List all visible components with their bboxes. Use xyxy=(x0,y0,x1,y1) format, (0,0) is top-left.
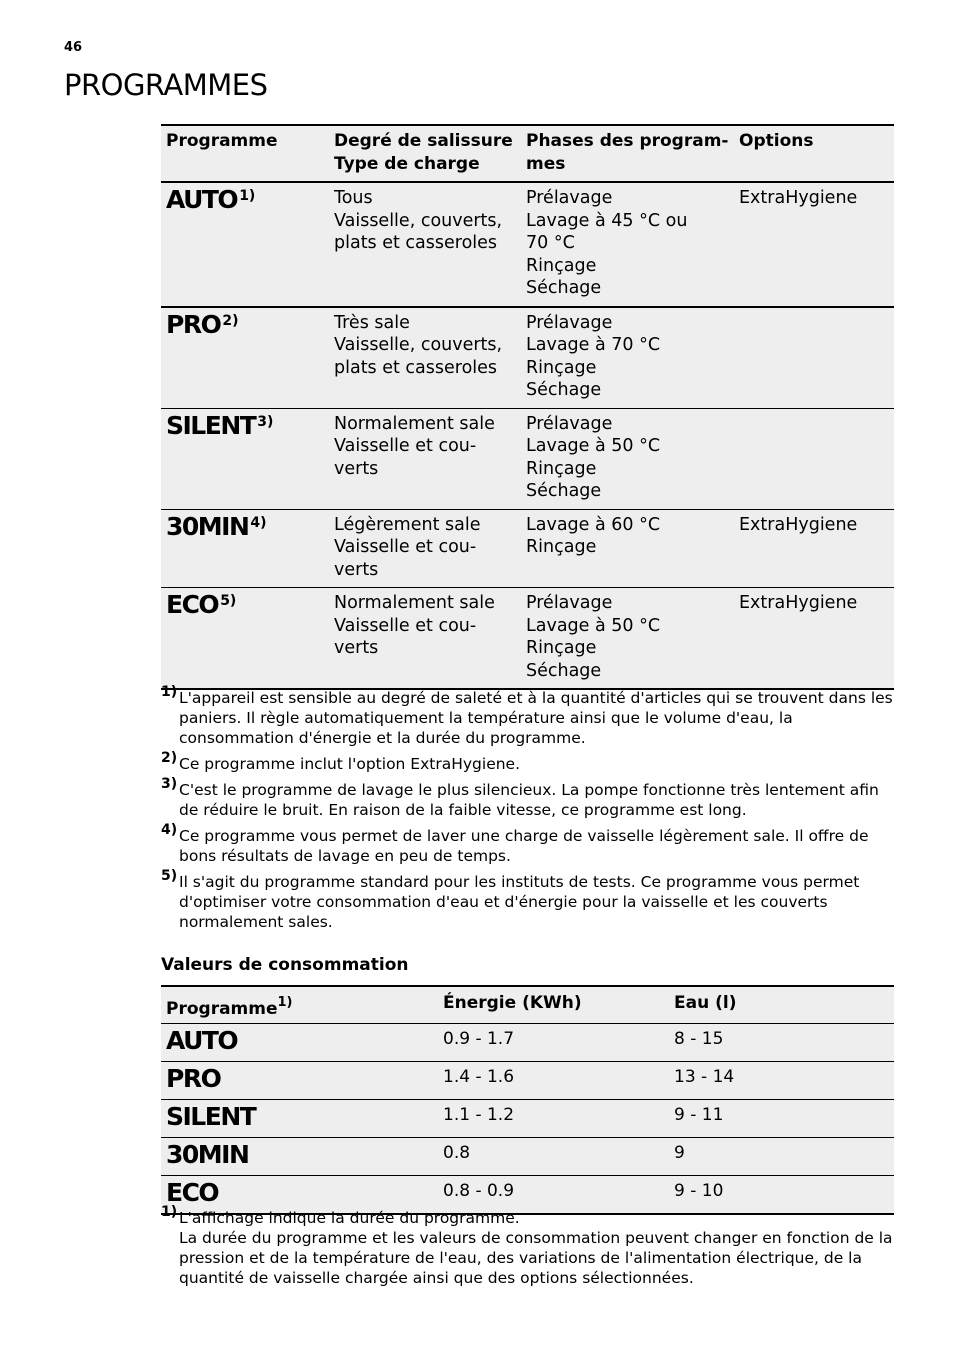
programme-cell xyxy=(161,1100,438,1138)
programme-cell xyxy=(161,307,329,409)
table-row xyxy=(161,182,894,307)
options-cell xyxy=(734,408,894,509)
water-cell: 9 - 11 xyxy=(674,1105,724,1125)
header-soil-load: Degré de salissure Type de charge xyxy=(334,131,513,174)
programme-name: AUTO xyxy=(166,185,238,214)
energy-cell: 1.4 - 1.6 xyxy=(443,1067,515,1087)
table-row xyxy=(161,509,894,588)
footnote xyxy=(161,1204,901,1288)
programme-name: SILENT xyxy=(166,1102,256,1131)
energy-cell: 0.8 xyxy=(443,1143,471,1163)
energy-cell: 1.1 - 1.2 xyxy=(443,1105,515,1125)
programme-footnotes xyxy=(161,684,896,938)
options-cell: ExtraHygiene xyxy=(739,188,858,208)
programme-name: ECO xyxy=(166,1178,219,1207)
soil-cell: Très sale Vaisselle, couverts, plats et casseroles xyxy=(334,312,503,378)
header-programme: Programme xyxy=(166,131,278,151)
header-options: Options xyxy=(739,131,814,151)
header-programme xyxy=(161,986,438,1024)
footnote xyxy=(161,822,896,866)
programme-name: PRO xyxy=(166,309,221,339)
programme-name: SILENT xyxy=(166,410,256,440)
table-row xyxy=(161,1024,894,1062)
footnote xyxy=(161,684,896,748)
programme-name: ECO xyxy=(166,590,219,619)
footnote xyxy=(161,868,896,932)
programme-cell xyxy=(161,1062,438,1100)
phases-cell: Prélavage Lavage à 45 °C ou 70 °C Rinçage Séchage xyxy=(526,188,688,298)
footnote-text: L'appareil est sensible au degré de saleté et à la quantité d'articles qui se trouvent dans les paniers. Il règle automatiquement la température ainsi que le volume d'eau, la consommation d'énergie et la durée du programme. xyxy=(179,689,893,747)
phases-cell: Prélavage Lavage à 70 °C Rinçage Séchage xyxy=(526,312,661,400)
energy-cell: 0.9 - 1.7 xyxy=(443,1029,515,1049)
soil-cell: Légèrement sale Vaisselle et cou- verts xyxy=(334,514,481,580)
footnote-ref: 5) xyxy=(220,593,237,609)
options-cell: ExtraHygiene xyxy=(739,593,858,613)
options-cell: ExtraHygiene xyxy=(739,514,858,535)
soil-cell: Normalement sale Vaisselle et cou- verts xyxy=(334,593,495,658)
consumption-section-title: Valeurs de consommation xyxy=(161,955,409,975)
footnote-text-line1: L'affichage indique la durée du programme. xyxy=(179,1209,520,1227)
water-cell: 9 xyxy=(674,1143,685,1163)
soil-cell: Normalement sale Vaisselle et cou- verts xyxy=(334,413,495,479)
footnote xyxy=(161,750,896,774)
header-energy: Énergie (KWh) xyxy=(443,993,582,1013)
footnote-text-line2: La durée du programme et les valeurs de consommation peuvent changer en fonction de la pression et de la température de l'eau, des variations de l'alimentation électrique, de la quantité de vaisselle chargée ainsi que des options sélectionnées. xyxy=(179,1229,893,1287)
footnote-ref: 4) xyxy=(250,514,267,531)
options-cell xyxy=(734,307,894,409)
footnote-mark: 1) xyxy=(161,1204,178,1220)
footnote-text: C'est le programme de lavage le plus silencieux. La pompe fonctionne très lentement afin de réduire le bruit. En raison de la faible vitesse, ce programme est long. xyxy=(179,781,879,819)
footnote-mark: 3) xyxy=(161,776,178,792)
programme-cell xyxy=(161,408,329,509)
phases-cell: Prélavage Lavage à 50 °C Rinçage Séchage xyxy=(526,413,661,501)
footnote-ref: 1) xyxy=(239,188,256,204)
table-row xyxy=(161,588,894,690)
water-cell: 8 - 15 xyxy=(674,1029,724,1049)
footnote-ref: 1) xyxy=(277,995,293,1010)
footnote-ref: 3) xyxy=(257,413,274,430)
water-cell: 9 - 10 xyxy=(674,1181,724,1201)
table-row xyxy=(161,408,894,509)
table-row xyxy=(161,1138,894,1176)
footnote-ref: 2) xyxy=(222,312,239,329)
table-row xyxy=(161,1100,894,1138)
consumption-footnote xyxy=(161,1204,901,1294)
header-phases: Phases des program- mes xyxy=(526,131,729,174)
phases-cell: Lavage à 60 °C Rinçage xyxy=(526,514,661,557)
programme-name: PRO xyxy=(166,1064,221,1093)
consumption-header-row xyxy=(161,986,894,1024)
programme-name: 30MIN xyxy=(166,511,249,541)
programme-name: 30MIN xyxy=(166,1140,249,1169)
footnote-mark: 2) xyxy=(161,750,178,766)
water-cell: 13 - 14 xyxy=(674,1067,735,1087)
footnote-text: Il s'agit du programme standard pour les instituts de tests. Ce programme vous permet d'optimiser votre consommation d'eau et d'énergie pour la vaisselle et les couverts normalement sales. xyxy=(179,873,860,931)
header-programme-label: Programme xyxy=(166,999,278,1019)
footnote-text: Ce programme inclut l'option ExtraHygiene. xyxy=(179,755,521,773)
footnote-mark: 4) xyxy=(161,822,178,838)
header-water: Eau (l) xyxy=(674,993,737,1013)
programme-cell xyxy=(161,1138,438,1176)
page-title: PROGRAMMES xyxy=(64,68,268,102)
programmes-header-row xyxy=(161,125,894,182)
programmes-table xyxy=(161,124,894,690)
programme-name: AUTO xyxy=(166,1026,238,1055)
page-number: 46 xyxy=(64,40,83,55)
footnote-text: Ce programme vous permet de laver une charge de vaisselle légèrement sale. Il offre de bons résultats de lavage en peu de temps. xyxy=(179,827,869,865)
phases-cell: Prélavage Lavage à 50 °C Rinçage Séchage xyxy=(526,593,661,681)
table-row xyxy=(161,307,894,409)
energy-cell: 0.8 - 0.9 xyxy=(443,1181,515,1201)
footnote-mark: 1) xyxy=(161,684,178,700)
programme-cell xyxy=(161,1024,438,1062)
table-row xyxy=(161,1062,894,1100)
programme-cell xyxy=(161,588,329,690)
consumption-table xyxy=(161,985,894,1215)
programme-cell xyxy=(161,182,329,307)
footnote-mark: 5) xyxy=(161,868,178,884)
programme-cell xyxy=(161,509,329,588)
footnote xyxy=(161,776,896,820)
soil-cell: Tous Vaisselle, couverts, plats et casseroles xyxy=(334,188,503,253)
